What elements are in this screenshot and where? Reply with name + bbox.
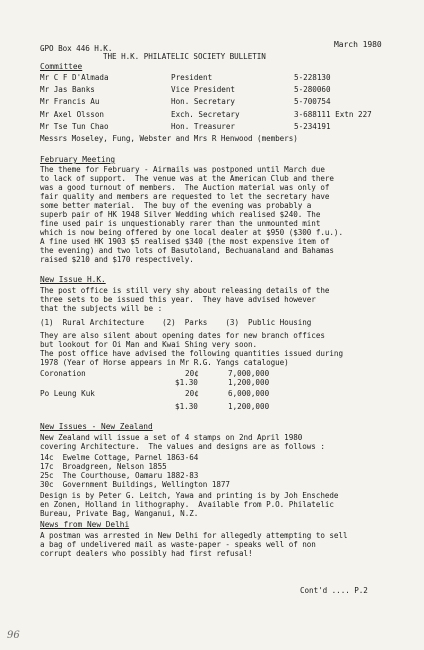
committee-phone: 3-688111 Extn 227 bbox=[294, 110, 372, 119]
quantity-issue: Po Leung Kuk bbox=[40, 389, 95, 398]
delhi-heading: News from New Delhi bbox=[40, 520, 130, 529]
committee-role: Hon. Secretary bbox=[171, 97, 236, 106]
new-zealand-heading: New Issues - New Zealand bbox=[40, 422, 153, 431]
february-text-line: some better material. The buy of the evening was probably a bbox=[40, 201, 312, 210]
quantity-count: 7,000,000 bbox=[228, 369, 270, 378]
february-text-line: A fine used HK 1903 $5 realised $340 (the most expensive item of bbox=[40, 237, 330, 246]
handwritten-page-number: 96 bbox=[7, 630, 20, 641]
new-issue-hk-line: They are also silent about opening dates for new branch offices bbox=[40, 331, 325, 340]
committee-name: Mr C F D'Almada bbox=[40, 73, 109, 82]
february-heading: February Meeting bbox=[40, 155, 116, 164]
committee-heading: Committee bbox=[40, 62, 83, 71]
new-issue-hk-line: 1978 (Year of Horse appears in Mr R.G. Yangs catalogue) bbox=[40, 358, 289, 367]
quantity-value: $1.30 bbox=[175, 402, 198, 411]
new-zealand-stamp: 30c Government Buildings, Wellington 1877 bbox=[40, 480, 230, 489]
committee-role: Exch. Secretary bbox=[171, 110, 240, 119]
quantity-value: 20¢ bbox=[185, 389, 199, 398]
new-zealand-line: en Zonen, Holland in lithography. Available from P.O. Philatelic bbox=[40, 500, 334, 509]
po-box: GPO Box 446 H.K. bbox=[40, 44, 113, 53]
continued-note: Cont'd .... P.2 bbox=[300, 586, 368, 595]
february-text-line: The theme for February - Airmails was postponed until March due bbox=[40, 165, 325, 174]
delhi-line: a bag of undelivered mail as waste-paper - speaks well of non bbox=[40, 540, 316, 549]
committee-name: Mr Francis Au bbox=[40, 97, 100, 106]
new-issue-hk-line: three sets to be issued this year. They have advised however bbox=[40, 295, 316, 304]
quantity-issue: Coronation bbox=[40, 369, 86, 378]
february-text-line: which is now being offered by one local dealer at $950 ($300 f.u.). bbox=[40, 228, 343, 237]
new-issue-hk-subjects: (1) Rural Architecture (2) Parks (3) Public Housing bbox=[40, 318, 312, 327]
new-zealand-line: New Zealand will issue a set of 4 stamps on 2nd April 1980 bbox=[40, 433, 303, 442]
february-text-line: was a good turnout of members. The Auction material was only of bbox=[40, 183, 330, 192]
delhi-line: corrupt dealers who possibly had first refusal! bbox=[40, 549, 253, 558]
new-zealand-stamp: 25c The Courthouse, Oamaru 1882-83 bbox=[40, 471, 199, 480]
new-issue-hk-line: that the subjects will be : bbox=[40, 304, 163, 313]
new-issue-hk-heading: New Issue H.K. bbox=[40, 275, 106, 284]
committee-phone: 5-280060 bbox=[294, 85, 331, 94]
new-issue-hk-line: The post office is still very shy about releasing details of the bbox=[40, 286, 330, 295]
committee-phone: 5-234191 bbox=[294, 122, 331, 131]
committee-name: Mr Tse Tun Chao bbox=[40, 122, 109, 131]
new-issue-hk-line: The post office have advised the following quantities issued during bbox=[40, 349, 343, 358]
quantity-count: 1,200,000 bbox=[228, 402, 270, 411]
february-text-line: fine used pair is unquestionably rarer than the unmounted mint bbox=[40, 219, 321, 228]
february-text-line: to lack of support. The venue was at the American Club and there bbox=[40, 174, 334, 183]
quantity-value: $1.30 bbox=[175, 378, 198, 387]
new-zealand-stamp: 17c Broadgreen, Nelson 1855 bbox=[40, 462, 167, 471]
committee-name: Mr Axel Olsson bbox=[40, 110, 105, 119]
quantity-count: 6,000,000 bbox=[228, 389, 270, 398]
february-text-line: the evening) and two lots of Basutoland, Bechuanaland and Bahamas bbox=[40, 246, 334, 255]
quantity-count: 1,200,000 bbox=[228, 378, 270, 387]
committee-phone: 5-228130 bbox=[294, 73, 331, 82]
committee-role: President bbox=[171, 73, 213, 82]
new-zealand-line: Bureau, Private Bag, Wanganui, N.Z. bbox=[40, 509, 199, 518]
new-issue-hk-line: but lookout for Oi Man and Kwai Shing very soon. bbox=[40, 340, 258, 349]
delhi-line: A postman was arrested in New Delhi for allegedly attempting to sell bbox=[40, 531, 348, 540]
committee-role: Hon. Treasurer bbox=[171, 122, 236, 131]
february-text-line: raised $210 and $170 respectively. bbox=[40, 255, 194, 264]
february-text-line: fair quality and members are requested to let the secretary have bbox=[40, 192, 330, 201]
new-zealand-line: Design is by Peter G. Leitch, Yawa and printing is by Joh Enschede bbox=[40, 491, 339, 500]
quantity-value: 20¢ bbox=[185, 369, 199, 378]
new-zealand-line: covering Architecture. The values and designs are as follows : bbox=[40, 442, 325, 451]
issue-date: March 1980 bbox=[334, 40, 382, 49]
february-text-line: superb pair of HK 1948 Silver Wedding which realised $240. The bbox=[40, 210, 321, 219]
committee-phone: 5-700754 bbox=[294, 97, 331, 106]
committee-name: Mr Jas Banks bbox=[40, 85, 95, 94]
committee-other-members: Messrs Moseley, Fung, Webster and Mrs R Henwood (members) bbox=[40, 134, 298, 143]
bulletin-title: THE H.K. PHILATELIC SOCIETY BULLETIN bbox=[103, 52, 266, 61]
new-zealand-stamp: 14c Ewelme Cottage, Parnel 1863-64 bbox=[40, 453, 199, 462]
committee-role: Vice President bbox=[171, 85, 236, 94]
